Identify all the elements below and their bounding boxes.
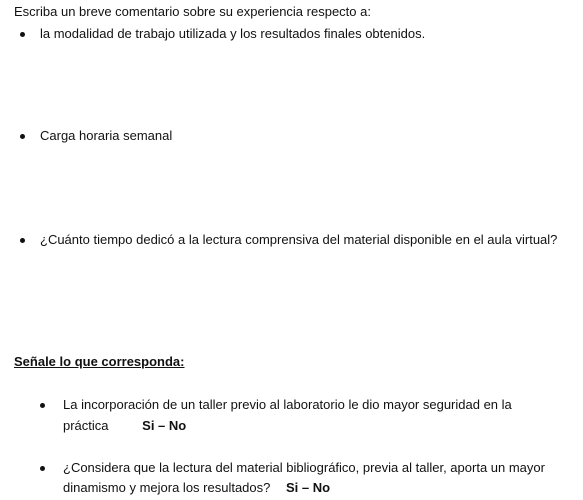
question-reading-line2: [63, 479, 330, 496]
question-workshop-line1: La incorporación de un taller previo al laboratorio le dio mayor seguridad en la: [63, 397, 512, 412]
bullet-icon: [40, 466, 45, 471]
question-reading-results-text: dinamismo y mejora los resultados?: [63, 480, 271, 495]
intro-text: Escriba un breve comentario sobre su experiencia respecto a:: [14, 4, 371, 19]
comment-item-work-mode: la modalidad de trabajo utilizada y los resultados finales obtenidos.: [40, 26, 426, 41]
bullet-icon: [20, 134, 25, 139]
bullet-icon: [20, 238, 25, 243]
question-workshop-practice-text: práctica: [63, 418, 109, 433]
comment-item-weekly-hours: Carga horaria semanal: [40, 128, 173, 143]
comment-item-reading-time: ¿Cuánto tiempo dedicó a la lectura comprensiva del material disponible en el aula virtual?: [40, 232, 558, 247]
question-workshop-line2: [63, 417, 186, 434]
answer-options-si-no: Si – No: [142, 418, 187, 433]
question-reading-line1: ¿Considera que la lectura del material bibliográfico, previa al taller, aporta un mayor: [63, 460, 545, 475]
answer-options-si-no: Si – No: [286, 480, 331, 495]
bullet-icon: [40, 403, 45, 408]
bullet-icon: [20, 32, 25, 37]
section-heading: Señale lo que corresponda:: [14, 354, 185, 369]
